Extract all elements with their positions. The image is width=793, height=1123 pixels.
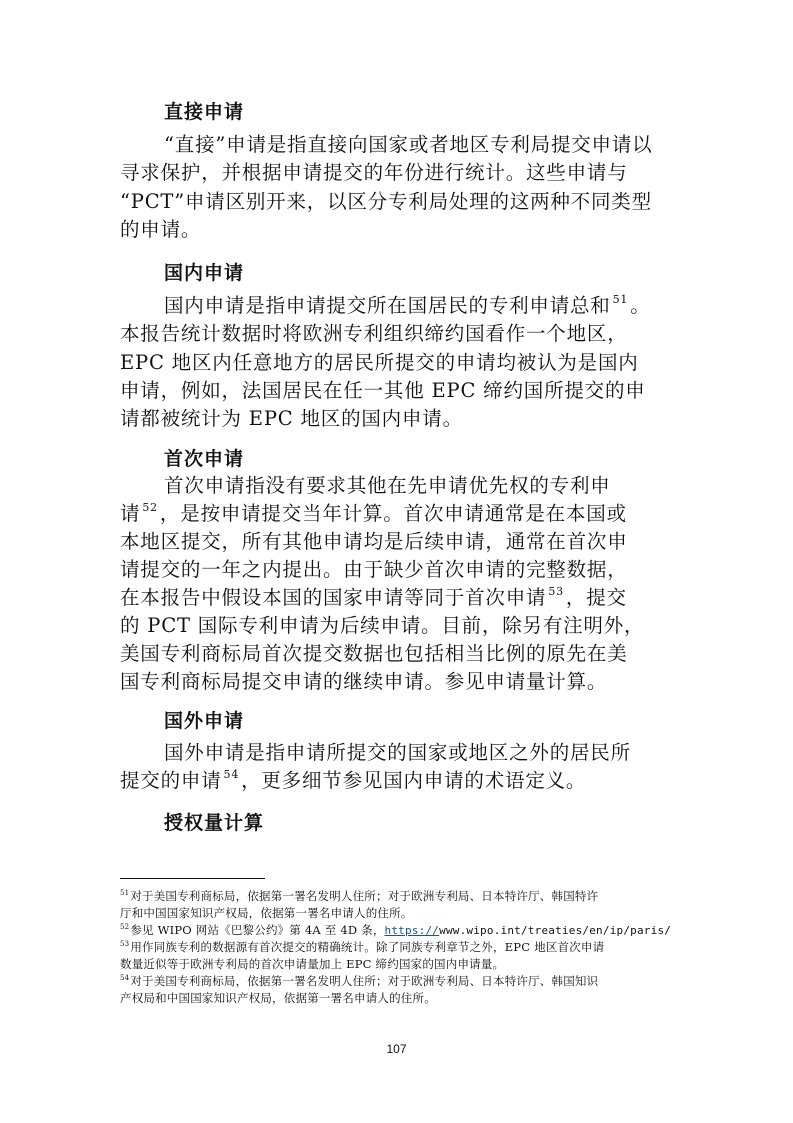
text-run: 请 (120, 502, 141, 525)
footnote-number: 51 (120, 889, 130, 897)
text-run: 在本报告中假设本国的国家申请等同于首次申请 (120, 586, 547, 609)
footnote-53-cont: 数量近似等于欧洲专利局的首次申请量加上 EPC 缔约国家的国内申请量。 (120, 957, 505, 971)
footnote-54 (120, 973, 598, 990)
footnote-text: 对于美国专利商标局，依据第一署名发明人住所；对于欧洲专利局、日本特许厅、韩国知识 (130, 974, 599, 988)
paragraph-line: “PCT”申请区别开来，以区分专利局处理的这两种不同类型 (120, 190, 652, 213)
footnote-text: 用作同族专利的数据源有首次提交的精确统计。除了同族专利章节之外，EPC 地区首次申请 (130, 940, 605, 954)
paragraph-line: 本报告统计数据时将欧洲专利组织缔约国看作一个地区， (120, 322, 628, 345)
footnote-ref-52[interactable]: 52 (142, 501, 158, 514)
footnote-text: 参见 WIPO 网站《巴黎公约》第 4A 至 4D 条， (130, 923, 385, 937)
paragraph-line: EPC 地区内任意地方的居民所提交的申请均被认为是国内 (120, 351, 639, 374)
footnote-ref-54[interactable]: 54 (223, 768, 240, 781)
paragraph-line: 首次申请指没有要求其他在先申请优先权的专利申 (164, 474, 611, 497)
paragraph-line: 本地区提交，所有其他申请均是后续申请，通常在首次申 (120, 530, 628, 553)
text-run: 提交的申请 (120, 769, 222, 792)
paragraph-line (120, 586, 627, 610)
text-run: 国内申请是指申请提交所在国居民的专利申请总和 (164, 294, 611, 317)
footnote-text: 对于美国专利商标局，依据第一署名发明人住所；对于欧洲专利局、日本特许厅、韩国特许 (130, 889, 599, 903)
paragraph-line (120, 502, 627, 526)
paragraph-line: 请都被统计为 EPC 地区的国内申请。 (120, 407, 463, 430)
text-run: ，是按申请提交当年计算。首次申请通常是在本国或 (159, 502, 627, 525)
paragraph-line: 国外申请是指申请所提交的国家或地区之外的居民所 (164, 741, 631, 764)
paragraph-line: 的 PCT 国际专利申请为后续申请。目前，除另有注明外， (120, 614, 645, 637)
footnote-52 (120, 922, 671, 939)
heading-nonresident-filing: 国外申请 (164, 710, 245, 732)
paragraph-line: 申请，例如，法国居民在任一其他 EPC 缔约国所提交的申 (120, 379, 646, 402)
paragraph-line: 的申请。 (120, 218, 202, 241)
text-run: 。 (630, 294, 651, 317)
paragraph-line (164, 294, 651, 318)
paragraph-line: 美国专利商标局首次提交数据也包括相当比例的原先在美 (120, 642, 628, 665)
heading-resident-filing: 国内申请 (164, 262, 245, 284)
paragraph-line: 寻求保护，并根据申请提交的年份进行统计。这些申请与 (120, 161, 628, 184)
heading-grant-count: 授权量计算 (164, 812, 265, 834)
page-number: 107 (386, 1042, 407, 1056)
footnote-number: 54 (120, 974, 130, 982)
heading-direct-filing: 直接申请 (164, 101, 245, 123)
footnote-separator (120, 878, 265, 879)
footnote-number: 52 (120, 923, 130, 931)
text-run: ，提交 (565, 586, 627, 609)
paragraph-line: “直接”申请是指直接向国家或者地区专利局提交申请以 (164, 133, 653, 156)
footnote-51-cont: 厅和中国国家知识产权局，依据第一署名申请人的住所。 (120, 906, 413, 920)
text-run: ，更多细节参见国内申请的术语定义。 (241, 769, 587, 792)
footnote-link[interactable]: https:// (384, 924, 440, 937)
paragraph-line (120, 769, 586, 793)
footnote-ref-53[interactable]: 53 (548, 585, 564, 598)
footnote-number: 53 (120, 940, 130, 948)
paragraph-line: 国专利商标局提交申请的继续申请。参见申请量计算。 (120, 670, 608, 693)
footnote-53 (120, 939, 604, 956)
footnote-51 (120, 888, 598, 905)
footnote-54-cont: 产权局和中国国家知识产权局，依据第一署名申请人的住所。 (120, 991, 436, 1005)
footnote-ref-51[interactable]: 51 (612, 293, 629, 306)
footnote-url[interactable]: www.wipo.int/treaties/en/ip/paris/ (439, 924, 672, 937)
paragraph-line: 请提交的一年之内提出。由于缺少首次申请的完整数据， (120, 558, 628, 581)
heading-first-filing: 首次申请 (164, 448, 245, 470)
